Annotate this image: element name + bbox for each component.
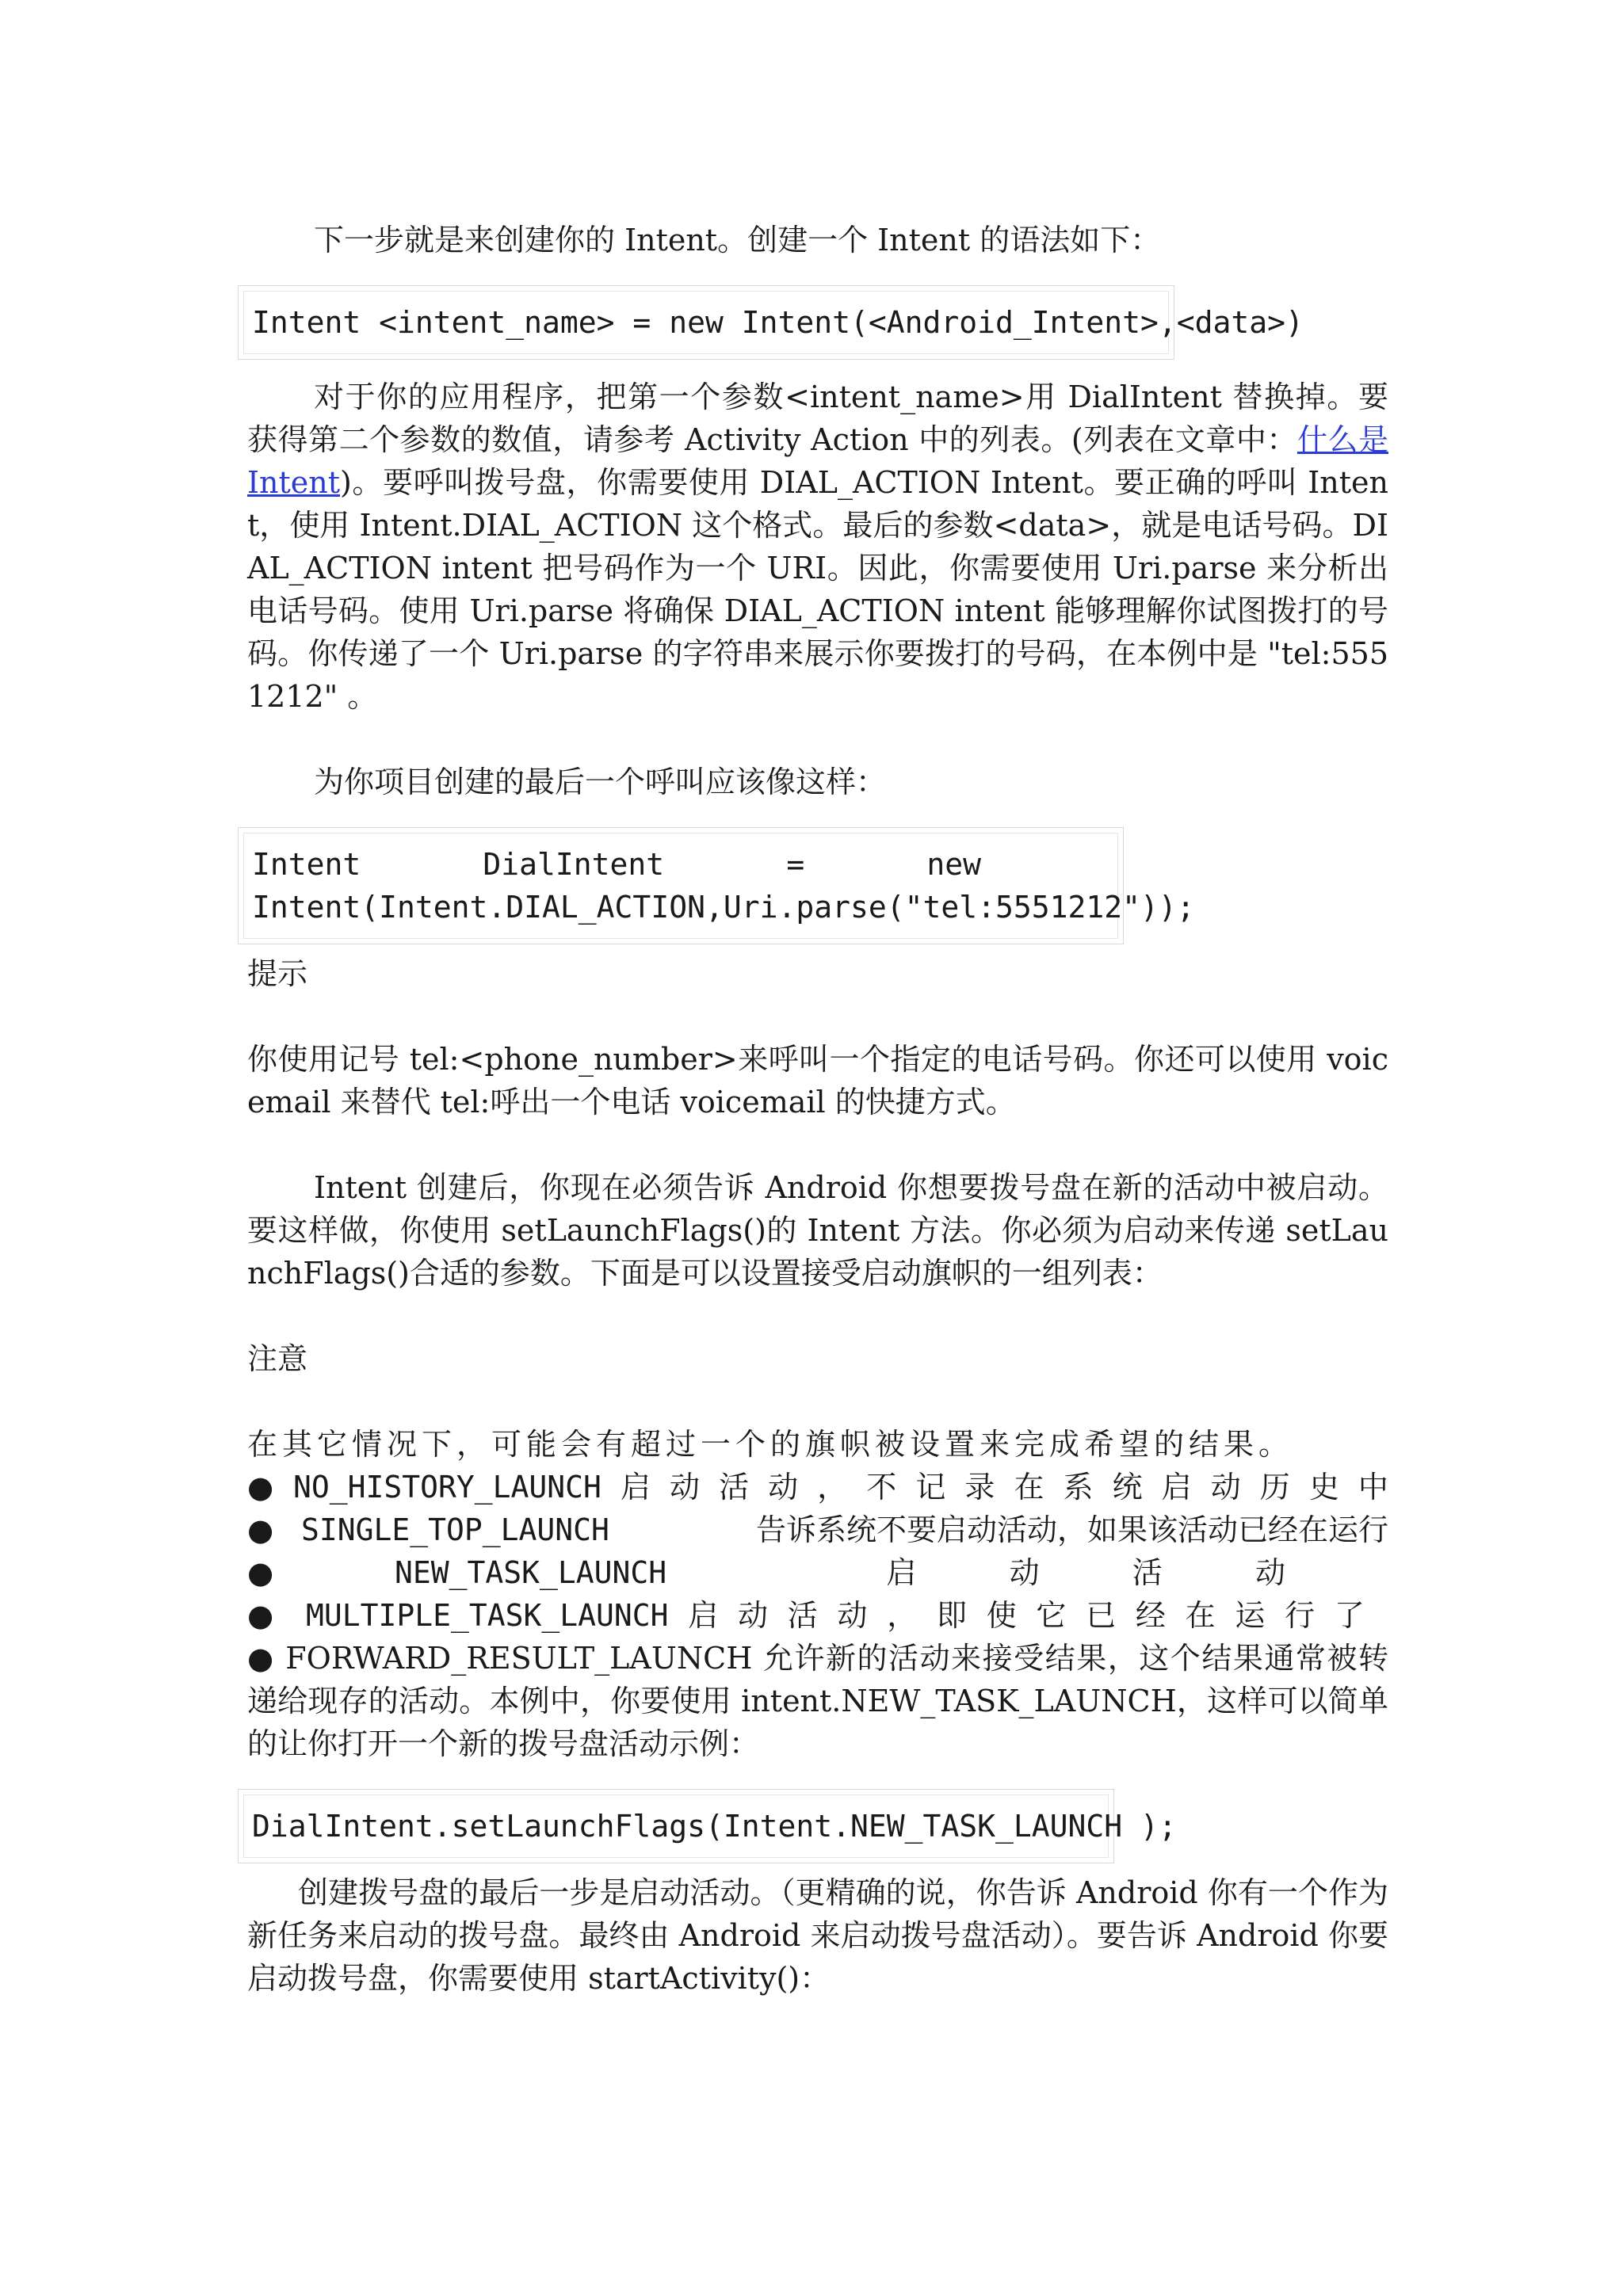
bullet-char: 动 — [738, 1598, 769, 1633]
bullet-char: 统 — [1112, 1470, 1143, 1505]
bullet-char: 不 — [866, 1470, 897, 1505]
bullet-char: 启 — [1161, 1470, 1192, 1505]
bullet-char: 启 — [688, 1598, 719, 1633]
bullet-text — [293, 1466, 1388, 1508]
flag-name: NO_HISTORY_LAUNCH — [293, 1470, 601, 1505]
bullet-dot-icon: ● — [247, 1598, 274, 1633]
bullet-char: 即 — [936, 1598, 967, 1633]
tip-text: 你使用记号 tel:<phone_number>来呼叫一个指定的电话号码。你还可以使用 voicemail 来替代 tel:呼出一个电话 voicemail 的快捷方式。 — [247, 1042, 1388, 1119]
code-dial-intent — [243, 833, 1195, 939]
bullet-char: 动 — [1254, 1555, 1285, 1590]
bullet-char: 在 — [1185, 1598, 1216, 1633]
bullet-char: 动 — [1210, 1470, 1241, 1505]
bullet-char: 使 — [986, 1598, 1017, 1633]
bullet-char: 活 — [787, 1598, 818, 1633]
bullet-char: 启 — [620, 1470, 651, 1505]
flag-name: MULTIPLE_TASK_LAUNCH — [306, 1598, 669, 1633]
bullet-new-task-launch — [247, 1551, 1388, 1594]
note-label: 注意 — [247, 1341, 308, 1376]
code-set-launch-flags: DialIntent.setLaunchFlags(Intent.NEW_TASK_LAUNCH ); — [243, 1794, 1109, 1858]
flag-name: NEW_TASK_LAUNCH — [395, 1555, 667, 1590]
bullet-text — [395, 1551, 1388, 1594]
code-block-intent-syntax — [238, 285, 1304, 360]
paragraph-start-activity: 创建拨号盘的最后一步是启动活动。（更精确的说，你告诉 Android 你有一个作为新任务来启动的拨号盘。最终由 Android 来启动拨号盘活动）。要告诉 Android 你要启动拨号盘，你需要使用 startActivity()： — [247, 1875, 1388, 1996]
bullet-forward-result-text: FORWARD_RESULT_LAUNCH 允许新的活动来接受结果，这个结果通常被转递给现存的活动。本例中，你要使用 intent.NEW_TASK_LAUNCH，这样可以简单的让你打开一个新的拨号盘活动示例： — [247, 1641, 1388, 1761]
bullet-no-history-launch — [247, 1466, 1388, 1508]
bullet-char: 史 — [1308, 1470, 1339, 1505]
bullet-char: 动 — [1009, 1555, 1040, 1590]
paragraph-parameters — [247, 376, 1388, 718]
bullet-dot-icon: ● — [247, 1555, 274, 1590]
bullet-char: 系 — [1063, 1470, 1094, 1505]
bullet-char: 动 — [837, 1598, 868, 1633]
link-what-is-intent[interactable]: 什么是 Intent — [247, 422, 1388, 500]
bullet-single-top-launch — [247, 1508, 1388, 1551]
code-token-new: new — [926, 847, 981, 882]
bullet-char: 历 — [1259, 1470, 1290, 1505]
paragraph-final-call: 为你项目创建的最后一个呼叫应该像这样： — [314, 765, 887, 799]
code-token-intent: Intent — [252, 847, 361, 882]
bullet-char: 已 — [1086, 1598, 1117, 1633]
bullet-char: 启 — [886, 1555, 917, 1590]
document-page — [247, 219, 1388, 2000]
bullet-char: ， — [817, 1470, 848, 1505]
code-token-dialintent: DialIntent — [483, 847, 665, 882]
bullet-text — [306, 1594, 1388, 1637]
paragraph-launch-flags: Intent 创建后，你现在必须告诉 Android 你想要拨号盘在新的活动中被启动。要这样做，你使用 setLaunchFlags()的 Intent 方法。你必须为启动来传递 setLaunchFlags()合适的参数。下面是可以设置接受启动旗帜的一组列表： — [247, 1170, 1388, 1291]
bullet-char: 了 — [1334, 1598, 1365, 1633]
tip-label: 提示 — [247, 956, 308, 991]
code-token-equals: = — [786, 847, 805, 882]
note-text: 在其它情况下，可能会有超过一个的旗帜被设置来完成希望的结果。 — [247, 1427, 1294, 1462]
bullet-dot-icon: ● — [247, 1641, 275, 1676]
bullet-char: 经 — [1135, 1598, 1166, 1633]
code-dial-intent-line-2: Intent(Intent.DIAL_ACTION,Uri.parse("tel:5551212")); — [252, 890, 1195, 925]
bullet-multiple-task-launch — [247, 1594, 1388, 1637]
bullet-char: 动 — [670, 1470, 701, 1505]
bullet-description: 告诉系统不要启动活动，如果该活动已经在运行 — [755, 1512, 1388, 1547]
bullet-char: 记 — [915, 1470, 946, 1505]
code-dial-intent-line-1 — [252, 843, 981, 886]
bullet-char: 活 — [1132, 1555, 1163, 1590]
paragraph-parameters-text-2: )。要呼叫拨号盘，你需要使用 DIAL_ACTION Intent。要正确的呼叫 Intent，使用 Intent.DIAL_ACTION 这个格式。最后的参数<data>，就是电话号码。DIAL_ACTION intent 把号码作为一个 URI。因此，你需要使用 Uri.parse 来分析出电话号码。使用 Uri.parse 将确保 DIAL_ACTION intent 能够理解你试图拨打的号码。你传递了一个 Uri.parse 的字符串来展示你要拨打的号码，在本例中是 "tel:5551212" 。 — [247, 465, 1388, 714]
code-intent-syntax: Intent <intent_name> = new Intent(<Android_Intent>,<data>) — [243, 291, 1169, 354]
code-block-dial-intent — [238, 827, 1195, 944]
bullet-dot-icon: ● — [247, 1470, 274, 1505]
bullet-char: 中 — [1358, 1470, 1388, 1505]
bullet-char: 行 — [1285, 1598, 1316, 1633]
bullet-text — [301, 1508, 1388, 1551]
bullet-char: 运 — [1235, 1598, 1266, 1633]
flag-name: SINGLE_TOP_LAUNCH — [301, 1512, 609, 1547]
paragraph-parameters-text-1: 对于你的应用程序，把第一个参数<intent_name>用 DialIntent 替换掉。要获得第二个参数的数值，请参考 Activity Action 中的列表。(列表在文章中： — [247, 379, 1388, 457]
bullet-char: 录 — [964, 1470, 995, 1505]
bullet-char: 在 — [1014, 1470, 1044, 1505]
bullet-char: ， — [887, 1598, 918, 1633]
bullet-char: 动 — [768, 1470, 799, 1505]
bullet-forward-result-launch — [247, 1637, 1388, 1765]
code-block-set-launch-flags — [238, 1789, 1177, 1863]
bullet-char: 它 — [1036, 1598, 1067, 1633]
bullet-char: 活 — [719, 1470, 750, 1505]
bullet-dot-icon: ● — [247, 1512, 274, 1547]
paragraph-intent-intro: 下一步就是来创建你的 Intent。创建一个 Intent 的语法如下： — [314, 223, 1161, 257]
